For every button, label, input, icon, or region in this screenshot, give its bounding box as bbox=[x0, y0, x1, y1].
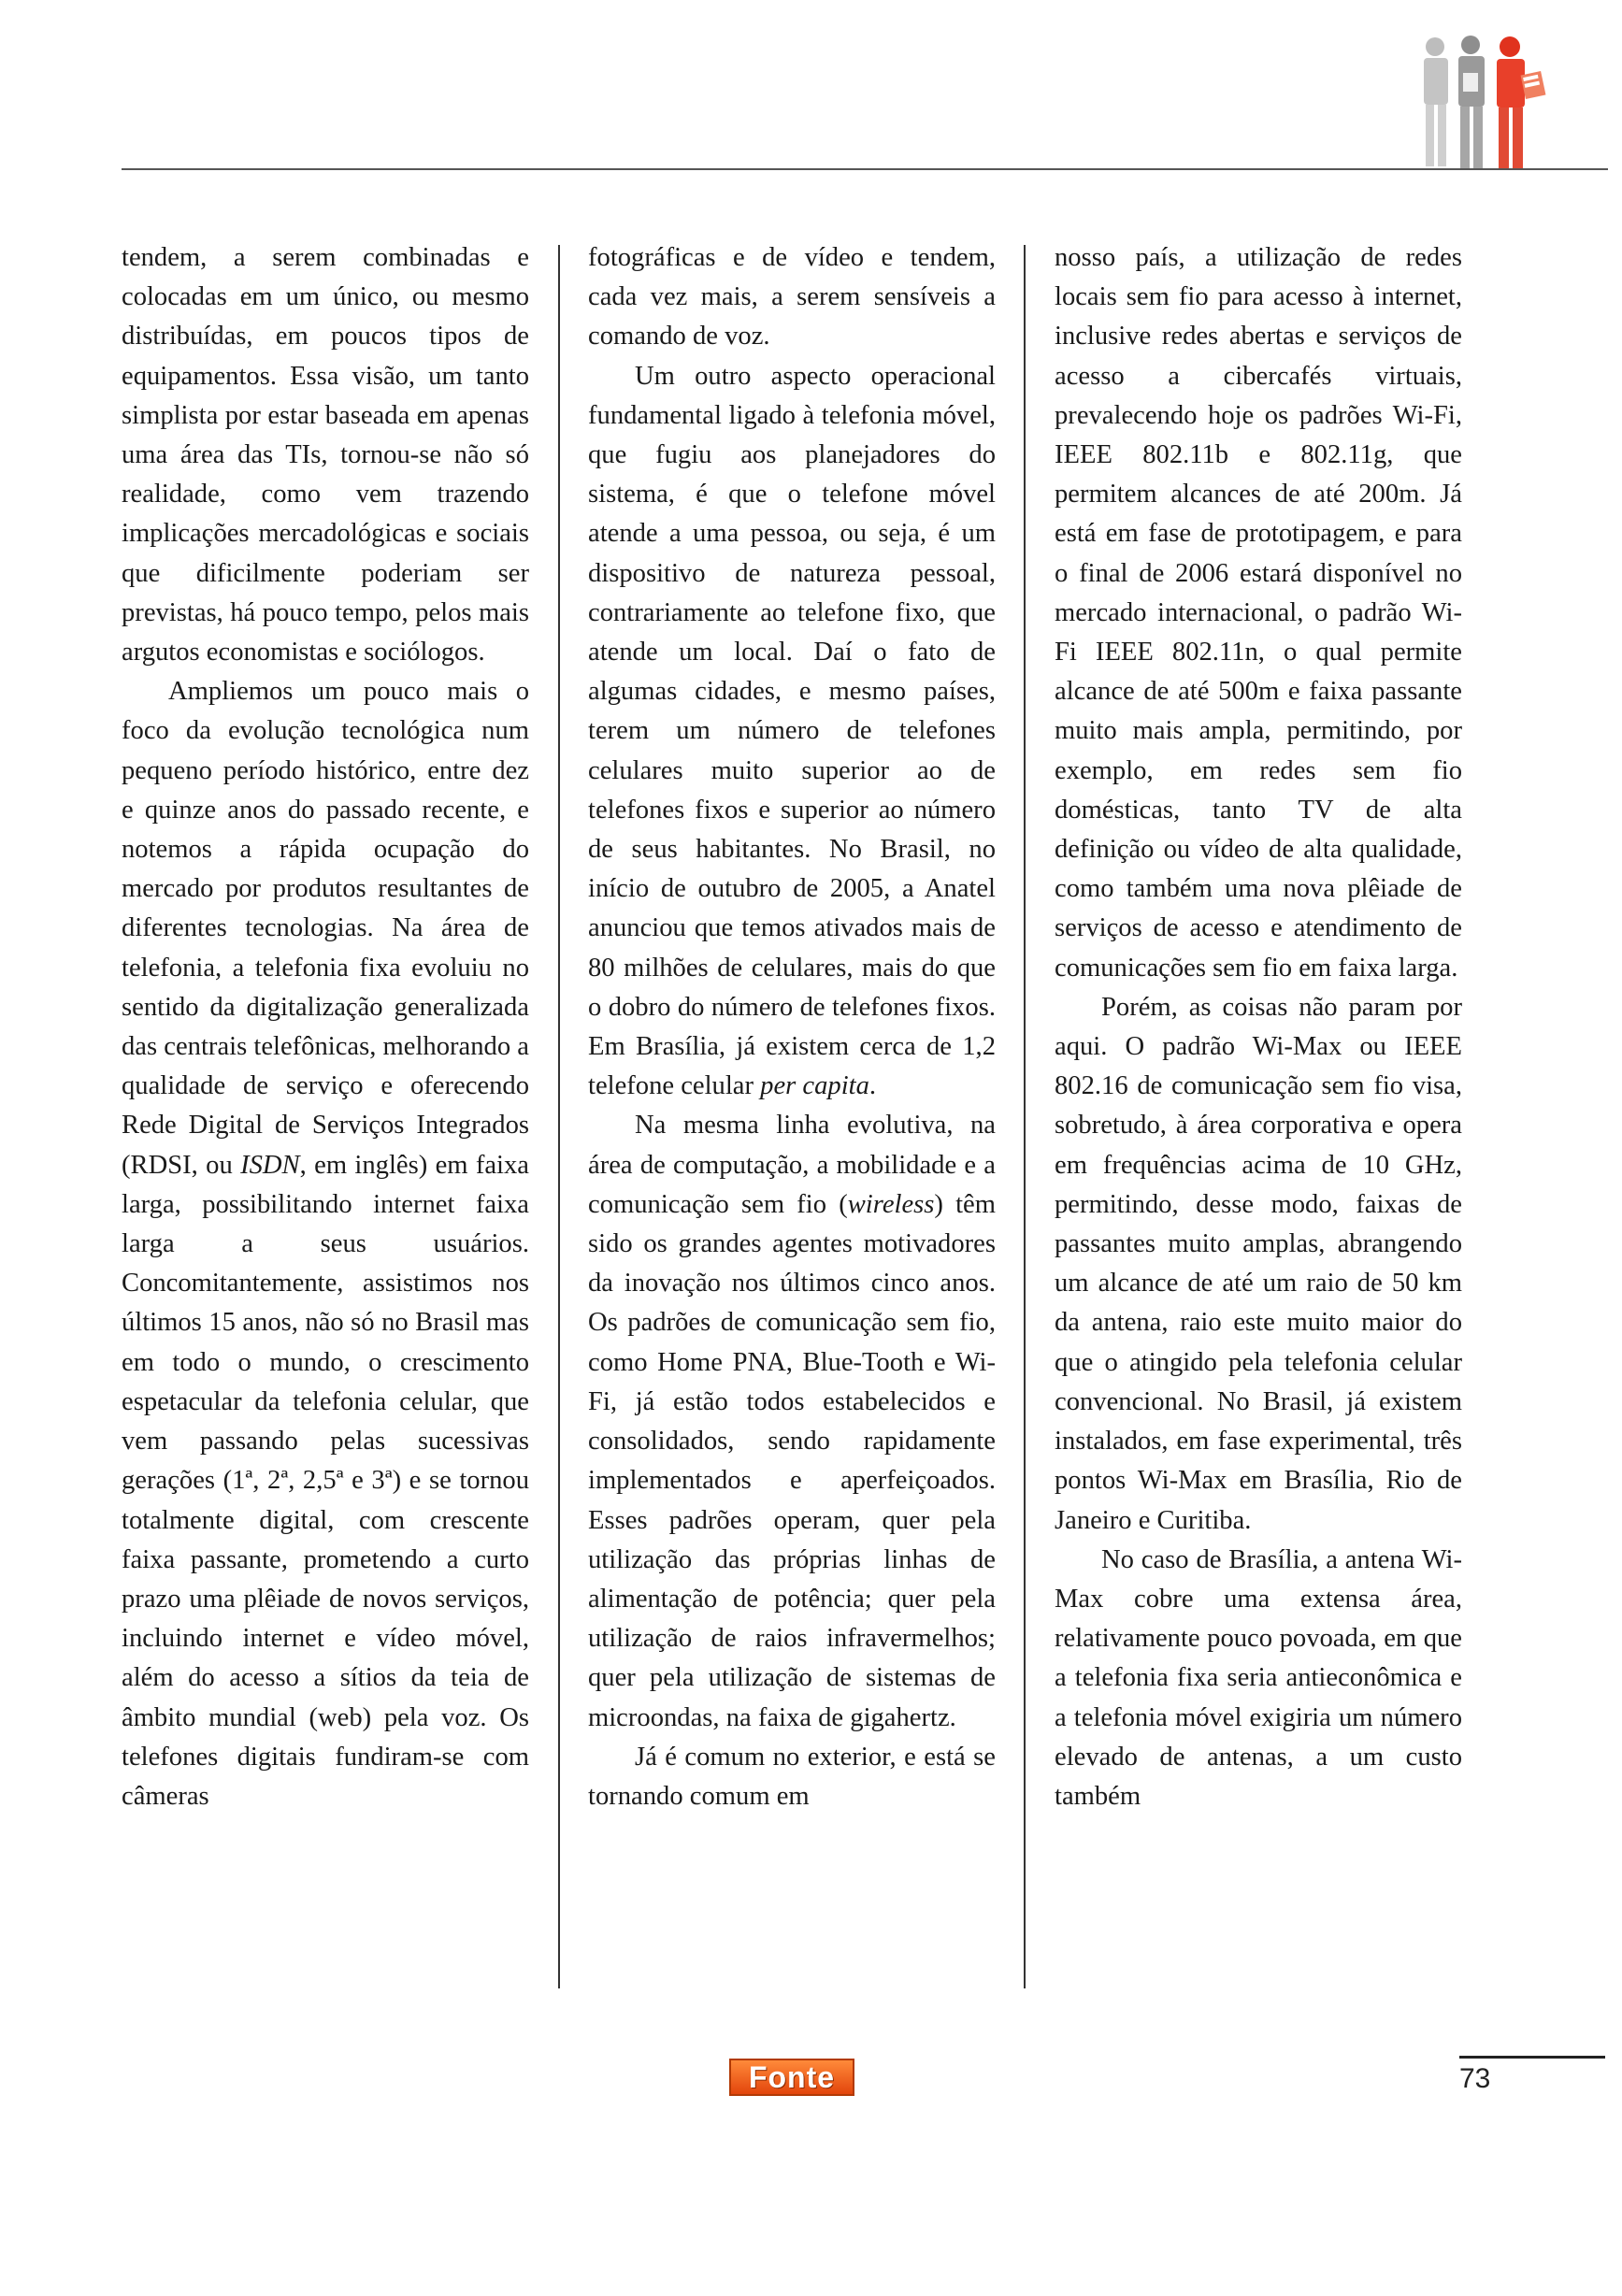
text-segment: Um outro aspecto operacional fundamental ligado à telefonia móvel, que fugiu aos planejadores do sistema, é que o telefone móvel atende a uma pessoa, ou seja, é um dispositivo de natureza pessoal, contrariamente ao telefone fixo, que atende um local. Daí o fato de algumas cidades, e mesmo países, terem um número de telefones celulares muito superior ao de telefones fixos e superior ao número de seus habitantes. No Brasil, no início de outubro de 2005, a Anatel anunciou que temos ativados mais de 80 milhões de celulares, mais do que o dobro do número de telefones fixos. Em Brasília, já existem cerca de 1,2 telefone celular bbox=[588, 361, 996, 1101]
text-segment: , em inglês) em faixa larga, possibilitando internet faixa larga a seus usuários. Concomitantemente, assistimos nos últimos 15 anos, não só no Brasil mas em todo o mundo, o crescimento espetacular da telefonia celular, que vem passando pelas sucessivas gerações (1ª, 2ª, 2,5ª e 3ª) e se tornou totalmente digital, com crescente faixa passante, prometendo a curto prazo uma plêiade de novos serviços, incluindo internet e vídeo móvel, além do acesso a sítios da teia de âmbito mundial (web) pela voz. Os telefones digitais fundiram-se com câmeras bbox=[122, 1150, 529, 1811]
paragraph bbox=[122, 672, 529, 1816]
text-segment: . bbox=[868, 1071, 877, 1101]
header-rule bbox=[122, 168, 1608, 170]
people-figures-logo bbox=[1407, 36, 1557, 172]
text-segment: ) têm sido os grandes agentes motivadores da inovação nos últimos cinco anos. Os padrões de comunicação sem fio, como Home PNA, Blue-Tooth e Wi-Fi, já estão todos estabelecidos e consolidados, sendo rapidamente implementados e aperfeiçoados. Esses padrões operam, quer pela utilização das próprias linhas de alimentação de potência; quer pela utilização de raios infravermelhos; quer pela utilização de sistemas de microondas, na faixa de gigahertz. bbox=[588, 1189, 996, 1732]
text-segment: fotográficas e de vídeo e tendem, cada vez mais, a serem sensíveis a comando de voz. bbox=[588, 243, 996, 352]
italic-text: ISDN bbox=[240, 1150, 300, 1180]
text-segment: Ampliemos um pouco mais o foco da evolução tecnológica num pequeno período histórico, entre dez e quinze anos do passado recente, e notemos a rápida ocupação do mercado por produtos resultantes de diferentes tecnologias. Na área de telefonia, a telefonia fixa evoluiu no sentido da digitalização generalizada das centrais telefônicas, melhorando a qualidade de serviço e oferecendo Rede Digital de Serviços Integrados (RDSI, ou bbox=[122, 677, 529, 1180]
text-column-1 bbox=[122, 238, 529, 1816]
page-number-rule bbox=[1459, 2056, 1605, 2059]
paragraph bbox=[588, 1738, 996, 1816]
paragraph bbox=[588, 357, 996, 1107]
paragraph bbox=[588, 1106, 996, 1737]
text-column-3 bbox=[1055, 238, 1462, 1816]
text-segment: tendem, a serem combinadas e colocadas em um único, ou mesmo distribuídas, em poucos tipos de equipamentos. Essa visão, um tanto simplista por estar baseada em apenas uma área das TIs, tornou-se não só realidade, como vem trazendo implicações mercadológicas e sociais que dificilmente poderiam ser previstas, há pouco tempo, pelos mais argutos economistas e sociólogos. bbox=[122, 243, 529, 667]
text-segment: Porém, as coisas não param por aqui. O padrão Wi-Max ou IEEE 802.16 de comunicação sem fio visa, sobretudo, à área corporativa e opera em frequências acima de 10 GHz, permitindo, desse modo, faixas de passantes muito amplas, abrangendo um alcance de até um raio de 50 km da antena, raio este muito maior do que o atingido pela telefonia celular convencional. No Brasil, já existem instalados, em fase experimental, três pontos Wi-Max em Brasília, Rio de Janeiro e Curitiba. bbox=[1055, 992, 1462, 1535]
column-divider-1 bbox=[558, 245, 560, 1988]
paragraph bbox=[588, 238, 996, 357]
text-segment: nosso país, a utilização de redes locais sem fio para acesso à internet, inclusive redes abertas e serviços de acesso a cibercafés virtuais, prevalecendo hoje os padrões Wi-Fi, IEEE 802.11b e 802.11g, que permitem alcances de até 200m. Já está em fase de prototipagem, e para o final de 2006 estará disponível no mercado internacional, o padrão Wi-Fi IEEE 802.11n, o qual permite alcance de até 500m e faixa passante muito mais ampla, permitindo, por exemplo, em redes sem fio domésticas, tanto TV de alta definição ou vídeo de alta qualidade, como também uma nova plêiade de serviços de acesso e atendimento de comunicações sem fio em faixa larga. bbox=[1055, 243, 1462, 983]
paragraph bbox=[122, 238, 529, 672]
text-segment: Já é comum no exterior, e está se tornando comum em bbox=[588, 1742, 996, 1811]
italic-text: wireless bbox=[847, 1189, 935, 1219]
paragraph bbox=[1055, 1541, 1462, 1816]
column-divider-2 bbox=[1024, 245, 1026, 1988]
page-number: 73 bbox=[1459, 2063, 1491, 2094]
text-column-2 bbox=[588, 238, 996, 1816]
paragraph bbox=[1055, 238, 1462, 988]
text-segment: No caso de Brasília, a antena Wi-Max cobre uma extensa área, relativamente pouco povoada, em que a telefonia fixa seria antieconômica e a telefonia móvel exigiria um número elevado de antenas, a um custo também bbox=[1055, 1544, 1462, 1811]
text-segment: Na mesma linha evolutiva, na área de computação, a mobilidade e a comunicação sem fio ( bbox=[588, 1111, 996, 1219]
fonte-logo: Fonte bbox=[729, 2059, 854, 2096]
paragraph bbox=[1055, 988, 1462, 1541]
italic-text: per capita bbox=[760, 1071, 869, 1101]
